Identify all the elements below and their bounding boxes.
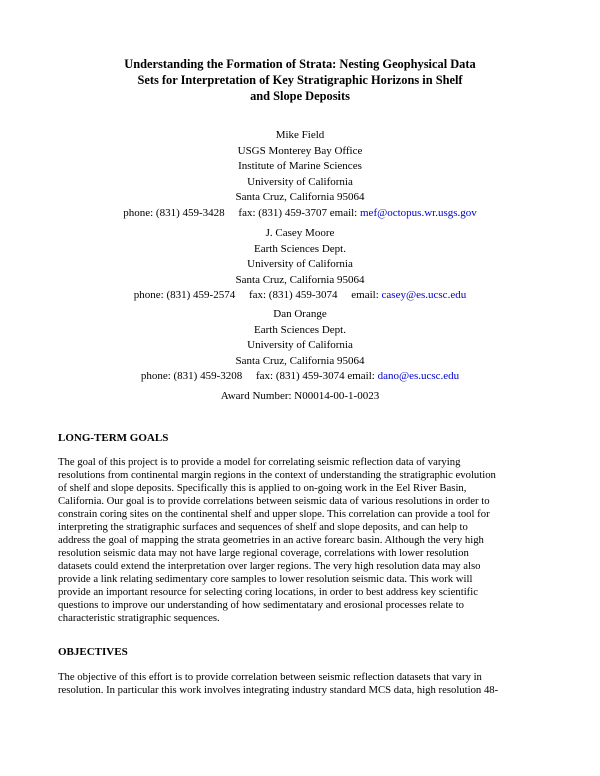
author-block-3 [0, 307, 600, 385]
affiliation-line: Institute of Marine Sciences [238, 160, 362, 172]
affiliation-line: Santa Cruz, California 95064 [235, 354, 365, 367]
affiliation-line: University of California [247, 175, 353, 188]
paragraph-line: provide an important resource for selecting coring locations, in order to best address key scientific [58, 586, 478, 598]
title-line-2: Sets for Interpretation of Key Stratigraphic Horizons in Shelf [137, 73, 463, 87]
affiliation-line: Earth Sciences Dept. [254, 242, 346, 255]
paragraph-line: address the goal of mapping the strata geometries in an active forearc basin. Although the very high [58, 534, 484, 546]
email-link[interactable]: dano@es.ucsc.edu [377, 370, 460, 382]
affiliation-line: Earth Sciences Dept. [254, 323, 346, 336]
section-heading-objectives: OBJECTIVES [58, 646, 128, 658]
contact-line [0, 206, 600, 222]
paragraph-line: resolution. In particular this work involves integrating industry standard MCS data, high resolution 48- [58, 684, 499, 696]
paragraph-line: datasets could extend the interpretation over larger regions. The very high resolution data may also [58, 560, 481, 572]
author-name: Dan Orange [273, 308, 327, 320]
author-name: J. Casey Moore [265, 227, 335, 239]
affiliation-line: University of California [247, 258, 353, 270]
affiliation-line: University of California [247, 339, 353, 351]
title-line-3: and Slope Deposits [250, 89, 350, 103]
affiliation-line: Santa Cruz, California 95064 [235, 273, 365, 286]
affiliation-line: USGS Monterey Bay Office [237, 144, 363, 157]
author-block-2 [0, 226, 600, 304]
paragraph-line: provide a link relating sedimentary core samples to lower resolution seismic data. This work will [58, 573, 473, 585]
paragraph-line: California. Our goal is to provide correlations between seismic data of various resolutions in order to [58, 495, 490, 507]
section-heading-long-term-goals: LONG-TERM GOALS [58, 432, 169, 444]
contact-line [0, 288, 600, 304]
contact-numbers: phone: (831) 459-3208 fax: (831) 459-3074 email: [140, 370, 378, 382]
paragraph-line: interpreting the stratigraphic surfaces and sequences of shelf and slope deposits, and can help to [58, 521, 468, 533]
paragraph-line: resolution seismic data may not have large regional coverage, correlations with lower resolution [58, 547, 469, 559]
paragraph-line: questions to improve our understanding of how sedimentatary and erosional processes relate to [58, 599, 465, 611]
paragraph-line: resolutions from continental margin regions in the context of understanding the stratigraphic evolution [58, 469, 496, 481]
email-link[interactable]: mef@octopus.wr.usgs.gov [360, 206, 477, 219]
objectives-paragraph [58, 671, 548, 697]
contact-numbers: phone: (831) 459-2574 fax: (831) 459-3074 email: [133, 289, 382, 301]
paragraph-line: of shelf and slope deposits. Specifically this is applied to on-going work in the Eel River Basin, [58, 482, 467, 494]
email-link[interactable]: casey@es.ucsc.edu [381, 289, 467, 301]
title-line-1: Understanding the Formation of Strata: Nesting Geophysical Data [124, 57, 476, 71]
paragraph-line: characteristic stratigraphic sequences. [58, 612, 220, 624]
contact-line [0, 369, 600, 385]
paragraph-line: The objective of this effort is to provide correlation between seismic reflection datasets that vary in [58, 671, 482, 683]
paragraph-line: constrain coring sites on the continental shelf and upper slope. This correlation can provide a tool for [58, 508, 490, 520]
long-term-goals-paragraph [58, 456, 548, 625]
author-name: Mike Field [275, 129, 325, 141]
author-block-1 [0, 128, 600, 221]
paragraph-line: The goal of this project is to provide a model for correlating seismic reflection data of varying [58, 456, 461, 468]
paper-title [60, 56, 540, 104]
award-number: Award Number: N00014-00-1-0023 [220, 390, 380, 402]
affiliation-line: Santa Cruz, California 95064 [235, 191, 365, 203]
contact-numbers: phone: (831) 459-3428 fax: (831) 459-3707 email: [123, 206, 360, 219]
